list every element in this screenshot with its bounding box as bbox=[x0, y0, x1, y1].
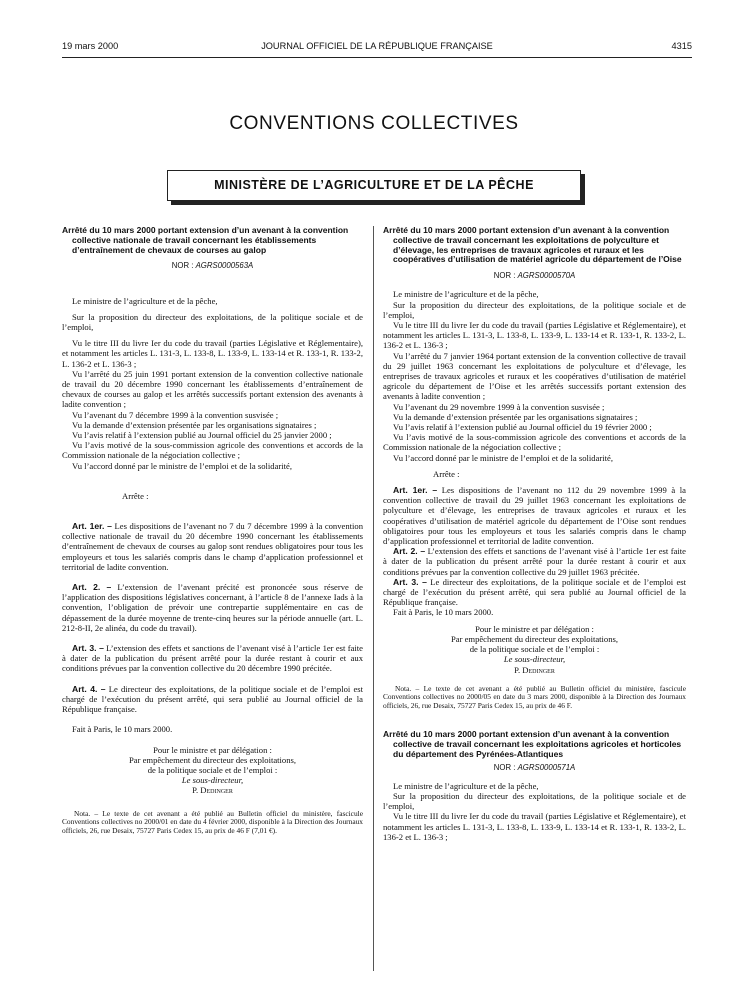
paragraph: Sur la proposition du directeur des exploitations, de la politique sociale et de l’emploi, bbox=[383, 299, 686, 320]
article-label: Art. 3. – bbox=[72, 643, 104, 654]
paragraph: Vu l’avis relatif à l’extension publié au Journal officiel du 19 février 2000 ; bbox=[393, 422, 652, 433]
article-label: Art. 1er. – bbox=[393, 485, 438, 496]
section-title: CONVENTIONS COLLECTIVES bbox=[229, 113, 519, 134]
paragraph: Vu l’avis motivé de la sous-commission agricole des conventions et accords de la Commission nationale de la négociation collective ; bbox=[383, 432, 686, 453]
article-label: Art. 2. – bbox=[72, 582, 112, 593]
article bbox=[383, 485, 686, 546]
nor-label: NOR : bbox=[171, 261, 194, 271]
paragraph: Vu le titre III du livre Ier du code du travail (parties Législative et Réglementaire), et notamment les articles L. 131-3, L. 133-8, L. 133-9, L. 133-14 et R. 133-1, R. 133-2, L. 136-2 et L. 136-3 ; bbox=[62, 338, 363, 369]
signature-line: Par empêchement du directeur des exploitations, bbox=[450, 633, 619, 644]
signatory-name: P. Dedinger bbox=[514, 664, 555, 675]
article-label: Art. 4. – bbox=[72, 683, 106, 694]
paragraph: Vu l’avis relatif à l’extension publié au Journal officiel du 25 janvier 2000 ; bbox=[72, 430, 332, 441]
article bbox=[383, 546, 686, 577]
article-label: Art. 2. – bbox=[393, 546, 426, 557]
left-column bbox=[62, 226, 363, 835]
paragraph: Vu le titre III du livre Ier du code du travail (parties Législative et Réglementaire), et notamment les articles L. 131-3, L. 133-8, L. 133-9, L. 133-14 et R. 133-1, R. 133-2, L. 136-2 et L. 136-3 ; bbox=[383, 320, 686, 351]
paragraph: Sur la proposition du directeur des exploitations, de la politique sociale et de l’emploi, bbox=[383, 791, 686, 812]
signatory-title: Le sous-directeur, bbox=[503, 654, 566, 665]
article-text: Les dispositions de l’avenant no 7 du 7 décembre 1999 à la convention collective nationale de travail du 20 décembre 1990 concernant les établissements d’entraînement de chevaux de courses au galop sont rendues obligatoires pour tous les employeurs et tous les salariés compris dans le champ d’application professionnel et territorial de ladite convention. bbox=[62, 521, 364, 572]
page-header bbox=[62, 41, 692, 55]
decree-title: Arrêté du 10 mars 2000 portant extension d’un avenant à la convention collective de travail concernant les exploitations de polyculture et d’élevage, les entreprises de travaux agricoles et ruraux et les coopératives d’utilisation de matériel agricole du département de l’Oise bbox=[383, 225, 682, 265]
decree-title: Arrêté du 10 mars 2000 portant extension d’un avenant à la convention collective de travail concernant les exploitations agricoles et horticoles du département des Pyrénées-Atlantiques bbox=[383, 729, 682, 759]
signature-line: Pour le ministre et par délégation : bbox=[475, 623, 594, 634]
nota: Nota. – Le texte de cet avenant a été publié au Bulletin officiel du ministère, fascicule Conventions collectives no 2000/01 en date du 4 février 2000, disponible à la Direction des Journaux officiels, 26, rue Desaix, 75727 Paris Cedex 15, au prix de 46 F (7,01 €). bbox=[62, 808, 363, 835]
paragraph: Vu le titre III du livre Ier du code du travail (parties Législative et Réglementaire), et notamment les articles L. 131-3, L. 133-8, L. 133-9, L. 133-14 et R. 133-1, R. 133-2, L. 136-2 et L. 136-3 ; bbox=[383, 811, 686, 842]
article bbox=[383, 577, 686, 608]
ministry-box bbox=[167, 170, 581, 201]
paragraph: Vu l’arrêté du 7 janvier 1964 portant extension de la convention collective de travail du 29 juillet 1963 concernant les exploitations de polyculture et d’élevage, les entreprises de travaux agricoles et ruraux et les coopératives d’utilisation de matériel agricole du département de l’Oise et les arrêtés successifs portant extension des avenants à ladite convention ; bbox=[383, 350, 686, 402]
nor-label: NOR : bbox=[493, 762, 516, 772]
article-text: L’extension de l’avenant précité est prononcée sous réserve de l’application des dispositions législatives concernant, à l’article 8 de l’annexe Iads à la convention, l’obligation de prévoir une contrepartie supplémentaire en cas de dépassement de la durée moyenne de trente-cinq heures sur la période annuelle (art. L. 212-8-II, 2e alinéa, du code du travail). bbox=[62, 582, 363, 633]
paragraph: Le ministre de l’agriculture et de la pêche, bbox=[393, 289, 539, 300]
article bbox=[62, 582, 363, 633]
signatory-title: Le sous-directeur, bbox=[181, 775, 244, 786]
article bbox=[62, 521, 363, 572]
article-text: L’extension des effets et sanctions de l’avenant visé à l’article 1er est faite à dater de la publication du présent arrêté pour la durée restant à courir et aux conditions prévues par la convention collective du 20 décembre 1990 précitée. bbox=[62, 643, 363, 674]
article-text: L’extension des effets et sanctions de l’avenant visé à l’article 1er est faite à dater de la publication du présent arrêté pour la durée restant à courir et aux conditions prévues par la convention collective du 29 juillet 1963 précitée. bbox=[383, 546, 686, 577]
page-number: 4315 bbox=[671, 41, 692, 51]
column-divider bbox=[373, 226, 374, 971]
paragraph: Vu l’avenant du 29 novembre 1999 à la convention susvisée ; bbox=[393, 401, 605, 412]
signature-line: Pour le ministre et par délégation : bbox=[153, 744, 272, 755]
signatory-name: P. Dedinger bbox=[192, 785, 233, 796]
decree-title: Arrêté du 10 mars 2000 portant extension d’un avenant à la convention collective nationale de travail concernant les établissements d’entraînement de chevaux de courses au galop bbox=[62, 225, 349, 255]
signature-line: de la politique sociale et de l’emploi : bbox=[469, 644, 600, 655]
paragraph: Vu l’avenant du 7 décembre 1999 à la convention susvisée ; bbox=[72, 409, 279, 420]
journal-title: JOURNAL OFFICIEL DE LA RÉPUBLIQUE FRANÇAISE bbox=[261, 41, 493, 51]
header-rule bbox=[62, 57, 692, 58]
article-label: Art. 1er. – bbox=[72, 521, 112, 532]
nor-value: AGRS0000570A bbox=[517, 271, 576, 281]
nor-reference bbox=[383, 763, 686, 773]
signature-line: de la politique sociale et de l’emploi : bbox=[147, 764, 278, 775]
article-text: Les dispositions de l’avenant no 112 du 29 novembre 1999 à la convention collective de travail du 29 juillet 1963 concernant les exploitations de polyculture et d’élevage, les entreprises de travaux agricoles et ruraux et les coopératives d’utilisation de matériel agricole du département de l’Oise sont rendues obligatoires pour tous les employeurs et tous les salariés compris dans le champ d’application professionnel et territorial de ladite convention. bbox=[383, 485, 686, 547]
nor-reference bbox=[62, 261, 363, 271]
paragraph: Sur la proposition du directeur des exploitations, de la politique sociale et de l’emploi, bbox=[62, 311, 363, 332]
right-column bbox=[383, 226, 686, 842]
article-text: Le directeur des exploitations, de la politique sociale et de l’emploi est chargé de l’exécution du présent arrêté, qui sera publié au Journal officiel de la République française. bbox=[383, 576, 687, 608]
article bbox=[62, 684, 363, 715]
nor-reference bbox=[383, 271, 686, 281]
nota: Nota. – Le texte de cet avenant a été publié au Bulletin officiel du ministère, fascicule Conventions collectives no 2000/05 en date du 3 mars 2000, disponible à la Direction des Journaux officiels, 26, rue Desaix, 75727 Paris Cedex 15, au prix de 46 F. bbox=[383, 683, 686, 710]
signature-line: Par empêchement du directeur des exploitations, bbox=[128, 754, 297, 765]
arrete-heading: Arrête : bbox=[122, 490, 149, 501]
paragraph: Vu la demande d’extension présentée par les organisations signataires ; bbox=[72, 419, 317, 430]
ministry-title: MINISTÈRE DE L’AGRICULTURE ET DE LA PÊCHE bbox=[214, 178, 534, 192]
paragraph: Vu l’accord donné par le ministre de l’emploi et de la solidarité, bbox=[72, 460, 292, 471]
nor-value: AGRS0000563A bbox=[195, 261, 254, 271]
paragraph: Vu l’avis motivé de la sous-commission agricole des conventions et accords de la Commission nationale de la négociation collective ; bbox=[62, 440, 363, 461]
article bbox=[62, 643, 363, 674]
paragraph: Vu l’arrêté du 25 juin 1991 portant extension de la convention collective nationale de travail du 20 décembre 1990 concernant les établissements d’entraînement de chevaux de courses au galop et les arrêtés successifs portant extension des avenants à ladite convention ; bbox=[62, 368, 363, 410]
place-date: Fait à Paris, le 10 mars 2000. bbox=[72, 724, 173, 735]
nor-value: AGRS0000571A bbox=[517, 762, 576, 772]
paragraph: Le ministre de l’agriculture et de la pêche, bbox=[72, 295, 218, 306]
place-date: Fait à Paris, le 10 mars 2000. bbox=[393, 607, 494, 618]
paragraph: Vu l’accord donné par le ministre de l’emploi et de la solidarité, bbox=[393, 452, 613, 463]
arrete-heading: Arrête : bbox=[433, 468, 460, 479]
paragraph: Le ministre de l’agriculture et de la pêche, bbox=[393, 780, 539, 791]
paragraph: Vu la demande d’extension présentée par les organisations signataires ; bbox=[393, 411, 638, 422]
article-text: Le directeur des exploitations, de la politique sociale et de l’emploi est chargé de l’exécution du présent arrêté, qui sera publié au Journal officiel de la République française. bbox=[62, 683, 363, 715]
nor-label: NOR : bbox=[493, 271, 516, 281]
header-date: 19 mars 2000 bbox=[62, 41, 119, 51]
article-label: Art. 3. – bbox=[393, 576, 427, 587]
